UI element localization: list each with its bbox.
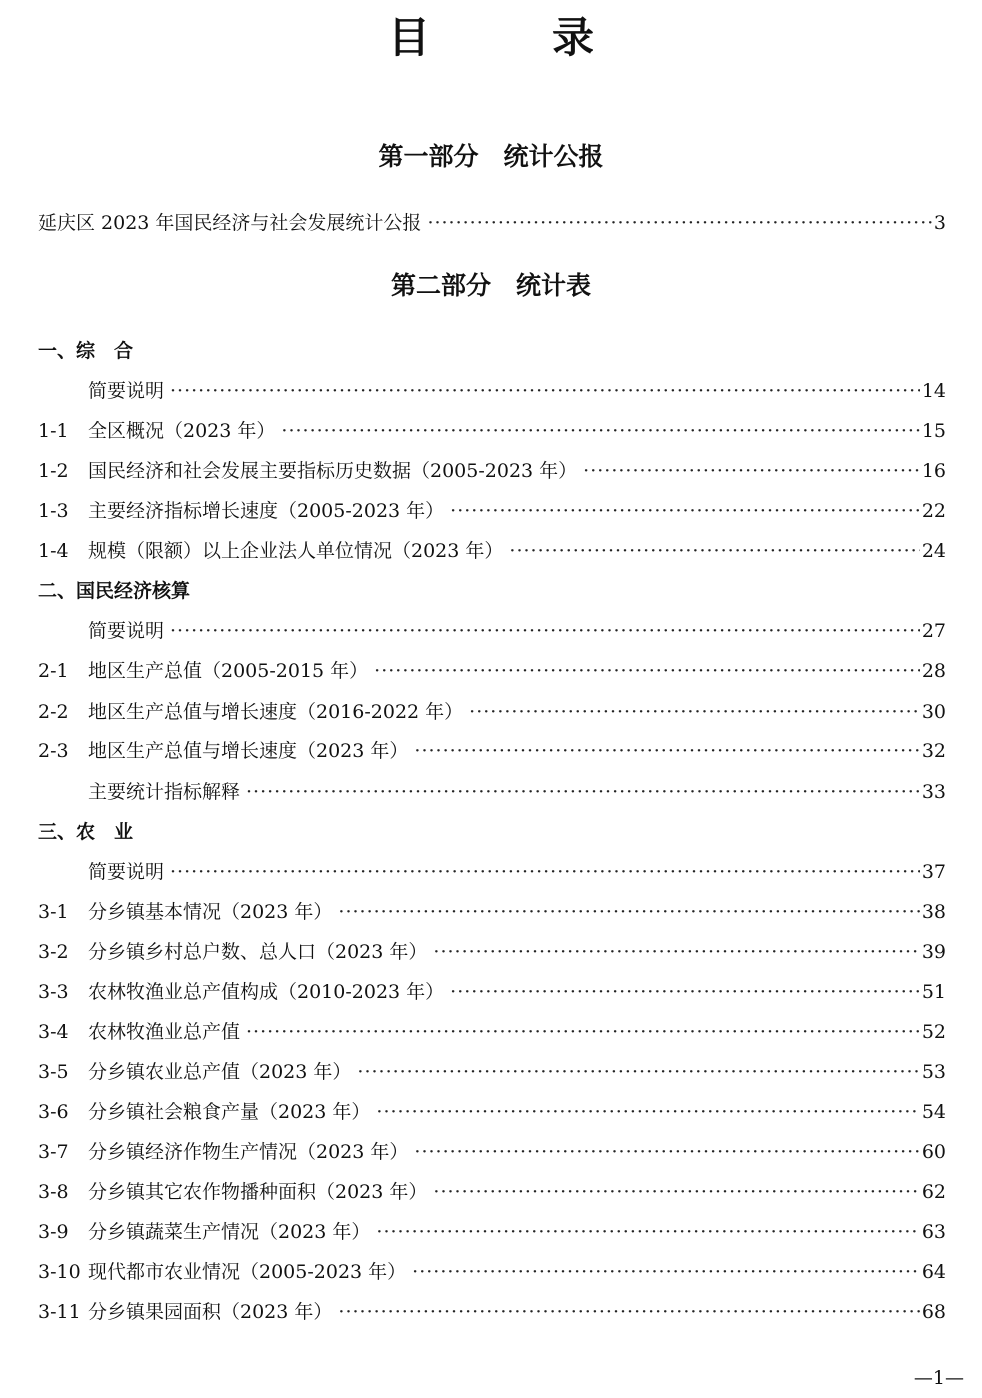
toc-entry-label: 主要经济指标增长速度（2005-2023 年）: [88, 500, 445, 522]
toc-entry-number: 3-8: [38, 1181, 69, 1203]
dot-leader: [170, 859, 920, 885]
toc-entry-number: 1-3: [38, 500, 69, 522]
toc-entry-label: 规模（限额）以上企业法人单位情况（2023 年）: [88, 540, 504, 562]
toc-entry[interactable]: [38, 498, 946, 524]
toc-entry-number: 3-9: [38, 1221, 69, 1243]
toc-entry-page: 53: [921, 1061, 946, 1083]
dot-leader: [414, 738, 919, 764]
toc-entry-page: 33: [921, 781, 946, 803]
toc-entry-label: 农林牧渔业总产值: [88, 1021, 241, 1043]
toc-entry[interactable]: [38, 859, 946, 885]
toc-entry[interactable]: [38, 538, 946, 564]
toc-entry-page: 3: [933, 212, 946, 234]
dot-leader: [376, 1219, 919, 1245]
toc-entry-page: 24: [921, 540, 946, 562]
toc-entry[interactable]: [38, 378, 946, 404]
toc-entry-page: 39: [921, 941, 946, 963]
toc-entry-label: 分乡镇农业总产值（2023 年）: [88, 1061, 352, 1083]
dot-leader: [170, 618, 920, 644]
toc-entry-page: 37: [921, 861, 946, 883]
toc-entry-number: 3-3: [38, 981, 69, 1003]
toc-entry-number: 3-11: [38, 1301, 81, 1323]
toc-entry-page: 16: [921, 460, 946, 482]
toc-entry[interactable]: [38, 618, 946, 644]
dot-leader: [414, 1139, 919, 1165]
dot-leader: [376, 1099, 919, 1125]
toc-entry-number: 2-2: [38, 701, 69, 723]
toc-entry-label: 分乡镇其它农作物播种面积（2023 年）: [88, 1181, 428, 1203]
toc-entry-label: 地区生产总值与增长速度（2023 年）: [88, 740, 409, 762]
dot-leader: [450, 979, 920, 1005]
toc-entry-number: 2-3: [38, 740, 69, 762]
toc-entry-page: 15: [921, 420, 946, 442]
dot-leader: [433, 939, 919, 965]
dot-leader: [170, 378, 920, 404]
toc-entry[interactable]: [38, 1259, 946, 1285]
toc-entry-label: 分乡镇蔬菜生产情况（2023 年）: [88, 1221, 371, 1243]
dot-leader: [357, 1059, 919, 1085]
toc-entry-number: 3-7: [38, 1141, 69, 1163]
toc-entry-number: 3-6: [38, 1101, 69, 1123]
toc-entry-label: 简要说明: [88, 620, 165, 642]
dot-leader: [374, 658, 920, 684]
toc-entry-label: 农林牧渔业总产值构成（2010-2023 年）: [88, 981, 445, 1003]
toc-entry-label: 地区生产总值与增长速度（2016-2022 年）: [88, 701, 464, 723]
toc-entry-page: 63: [921, 1221, 946, 1243]
toc-entry-page: 68: [921, 1301, 946, 1323]
dot-leader: [469, 699, 920, 725]
toc-entry-page: 60: [921, 1141, 946, 1163]
toc-entry-page: 27: [921, 620, 946, 642]
toc-entry[interactable]: [38, 779, 946, 805]
toc-entry[interactable]: [38, 1139, 946, 1165]
toc-entry[interactable]: [38, 1059, 946, 1085]
toc-entry-label: 主要统计指标解释: [88, 781, 241, 803]
dot-leader: [338, 1299, 919, 1325]
toc-entry[interactable]: [38, 939, 946, 965]
part1-heading: 第一部分 统计公报: [378, 142, 604, 171]
toc-entry[interactable]: [38, 1299, 946, 1325]
toc-entry-number: 3-10: [38, 1261, 81, 1283]
toc-entry-label: 简要说明: [88, 861, 165, 883]
section-heading-general: 一、综 合: [38, 340, 134, 362]
page-title: 目 录: [387, 13, 634, 62]
toc-entry-number: 1-4: [38, 540, 69, 562]
dot-leader: [281, 418, 919, 444]
toc-entry-number: 1-2: [38, 460, 69, 482]
toc-entry[interactable]: [38, 1179, 946, 1205]
toc-entry-label: 分乡镇经济作物生产情况（2023 年）: [88, 1141, 409, 1163]
toc-entry-page: 30: [921, 701, 946, 723]
toc-entry-label: 地区生产总值（2005-2015 年）: [88, 660, 369, 682]
toc-entry-page: 64: [921, 1261, 946, 1283]
dot-leader: [412, 1259, 920, 1285]
toc-entry-number: 1-1: [38, 420, 69, 442]
toc-entry-page: 14: [921, 380, 946, 402]
toc-entry-number: 3-2: [38, 941, 69, 963]
footer-page-number: —1—: [913, 1367, 964, 1389]
toc-entry-label: 国民经济和社会发展主要指标历史数据（2005-2023 年）: [88, 460, 578, 482]
toc-entry[interactable]: [38, 1219, 946, 1245]
toc-entry-number: 2-1: [38, 660, 69, 682]
dot-leader: [450, 498, 920, 524]
toc-entry[interactable]: [38, 458, 946, 484]
toc-entry[interactable]: [38, 1099, 946, 1125]
dot-leader: [246, 1019, 920, 1045]
section-heading-agriculture: 三、农 业: [38, 821, 134, 843]
toc-entry-number: 3-5: [38, 1061, 69, 1083]
toc-entry[interactable]: [38, 699, 946, 725]
toc-entry-page: 52: [921, 1021, 946, 1043]
toc-entry[interactable]: [38, 979, 946, 1005]
toc-entry-label: 分乡镇乡村总户数、总人口（2023 年）: [88, 941, 428, 963]
toc-entry-label: 延庆区 2023 年国民经济与社会发展统计公报: [38, 212, 422, 234]
toc-entry-page: 32: [921, 740, 946, 762]
toc-entry-page: 38: [921, 901, 946, 923]
dot-leader: [427, 210, 931, 236]
toc-entry-label: 全区概况（2023 年）: [88, 420, 276, 442]
toc-entry-page: 28: [921, 660, 946, 682]
toc-entry-number: 3-4: [38, 1021, 69, 1043]
toc-entry-page: 54: [921, 1101, 946, 1123]
toc-entry-label: 现代都市农业情况（2005-2023 年）: [88, 1261, 407, 1283]
dot-leader: [246, 779, 920, 805]
part2-heading: 第二部分 统计表: [390, 271, 591, 300]
dot-leader: [338, 899, 919, 925]
toc-entry-label: 分乡镇社会粮食产量（2023 年）: [88, 1101, 371, 1123]
toc-entry-page: 22: [921, 500, 946, 522]
dot-leader: [433, 1179, 919, 1205]
toc-entry[interactable]: [38, 1019, 946, 1045]
toc-entry-label: 分乡镇基本情况（2023 年）: [88, 901, 333, 923]
toc-entry[interactable]: [38, 658, 946, 684]
toc-entry-label: 简要说明: [88, 380, 165, 402]
toc-entry-number: 3-1: [38, 901, 69, 923]
toc-entry-label: 分乡镇果园面积（2023 年）: [88, 1301, 333, 1323]
dot-leader: [583, 458, 920, 484]
toc-entry-page: 62: [921, 1181, 946, 1203]
toc-entry[interactable]: [38, 738, 946, 764]
section-heading-national-accounts: 二、国民经济核算: [38, 580, 191, 602]
toc-entry[interactable]: [38, 418, 946, 444]
toc-entry[interactable]: [38, 899, 946, 925]
dot-leader: [509, 538, 919, 564]
toc-entry-bulletin[interactable]: [38, 210, 946, 236]
toc-entry-page: 51: [921, 981, 946, 1003]
